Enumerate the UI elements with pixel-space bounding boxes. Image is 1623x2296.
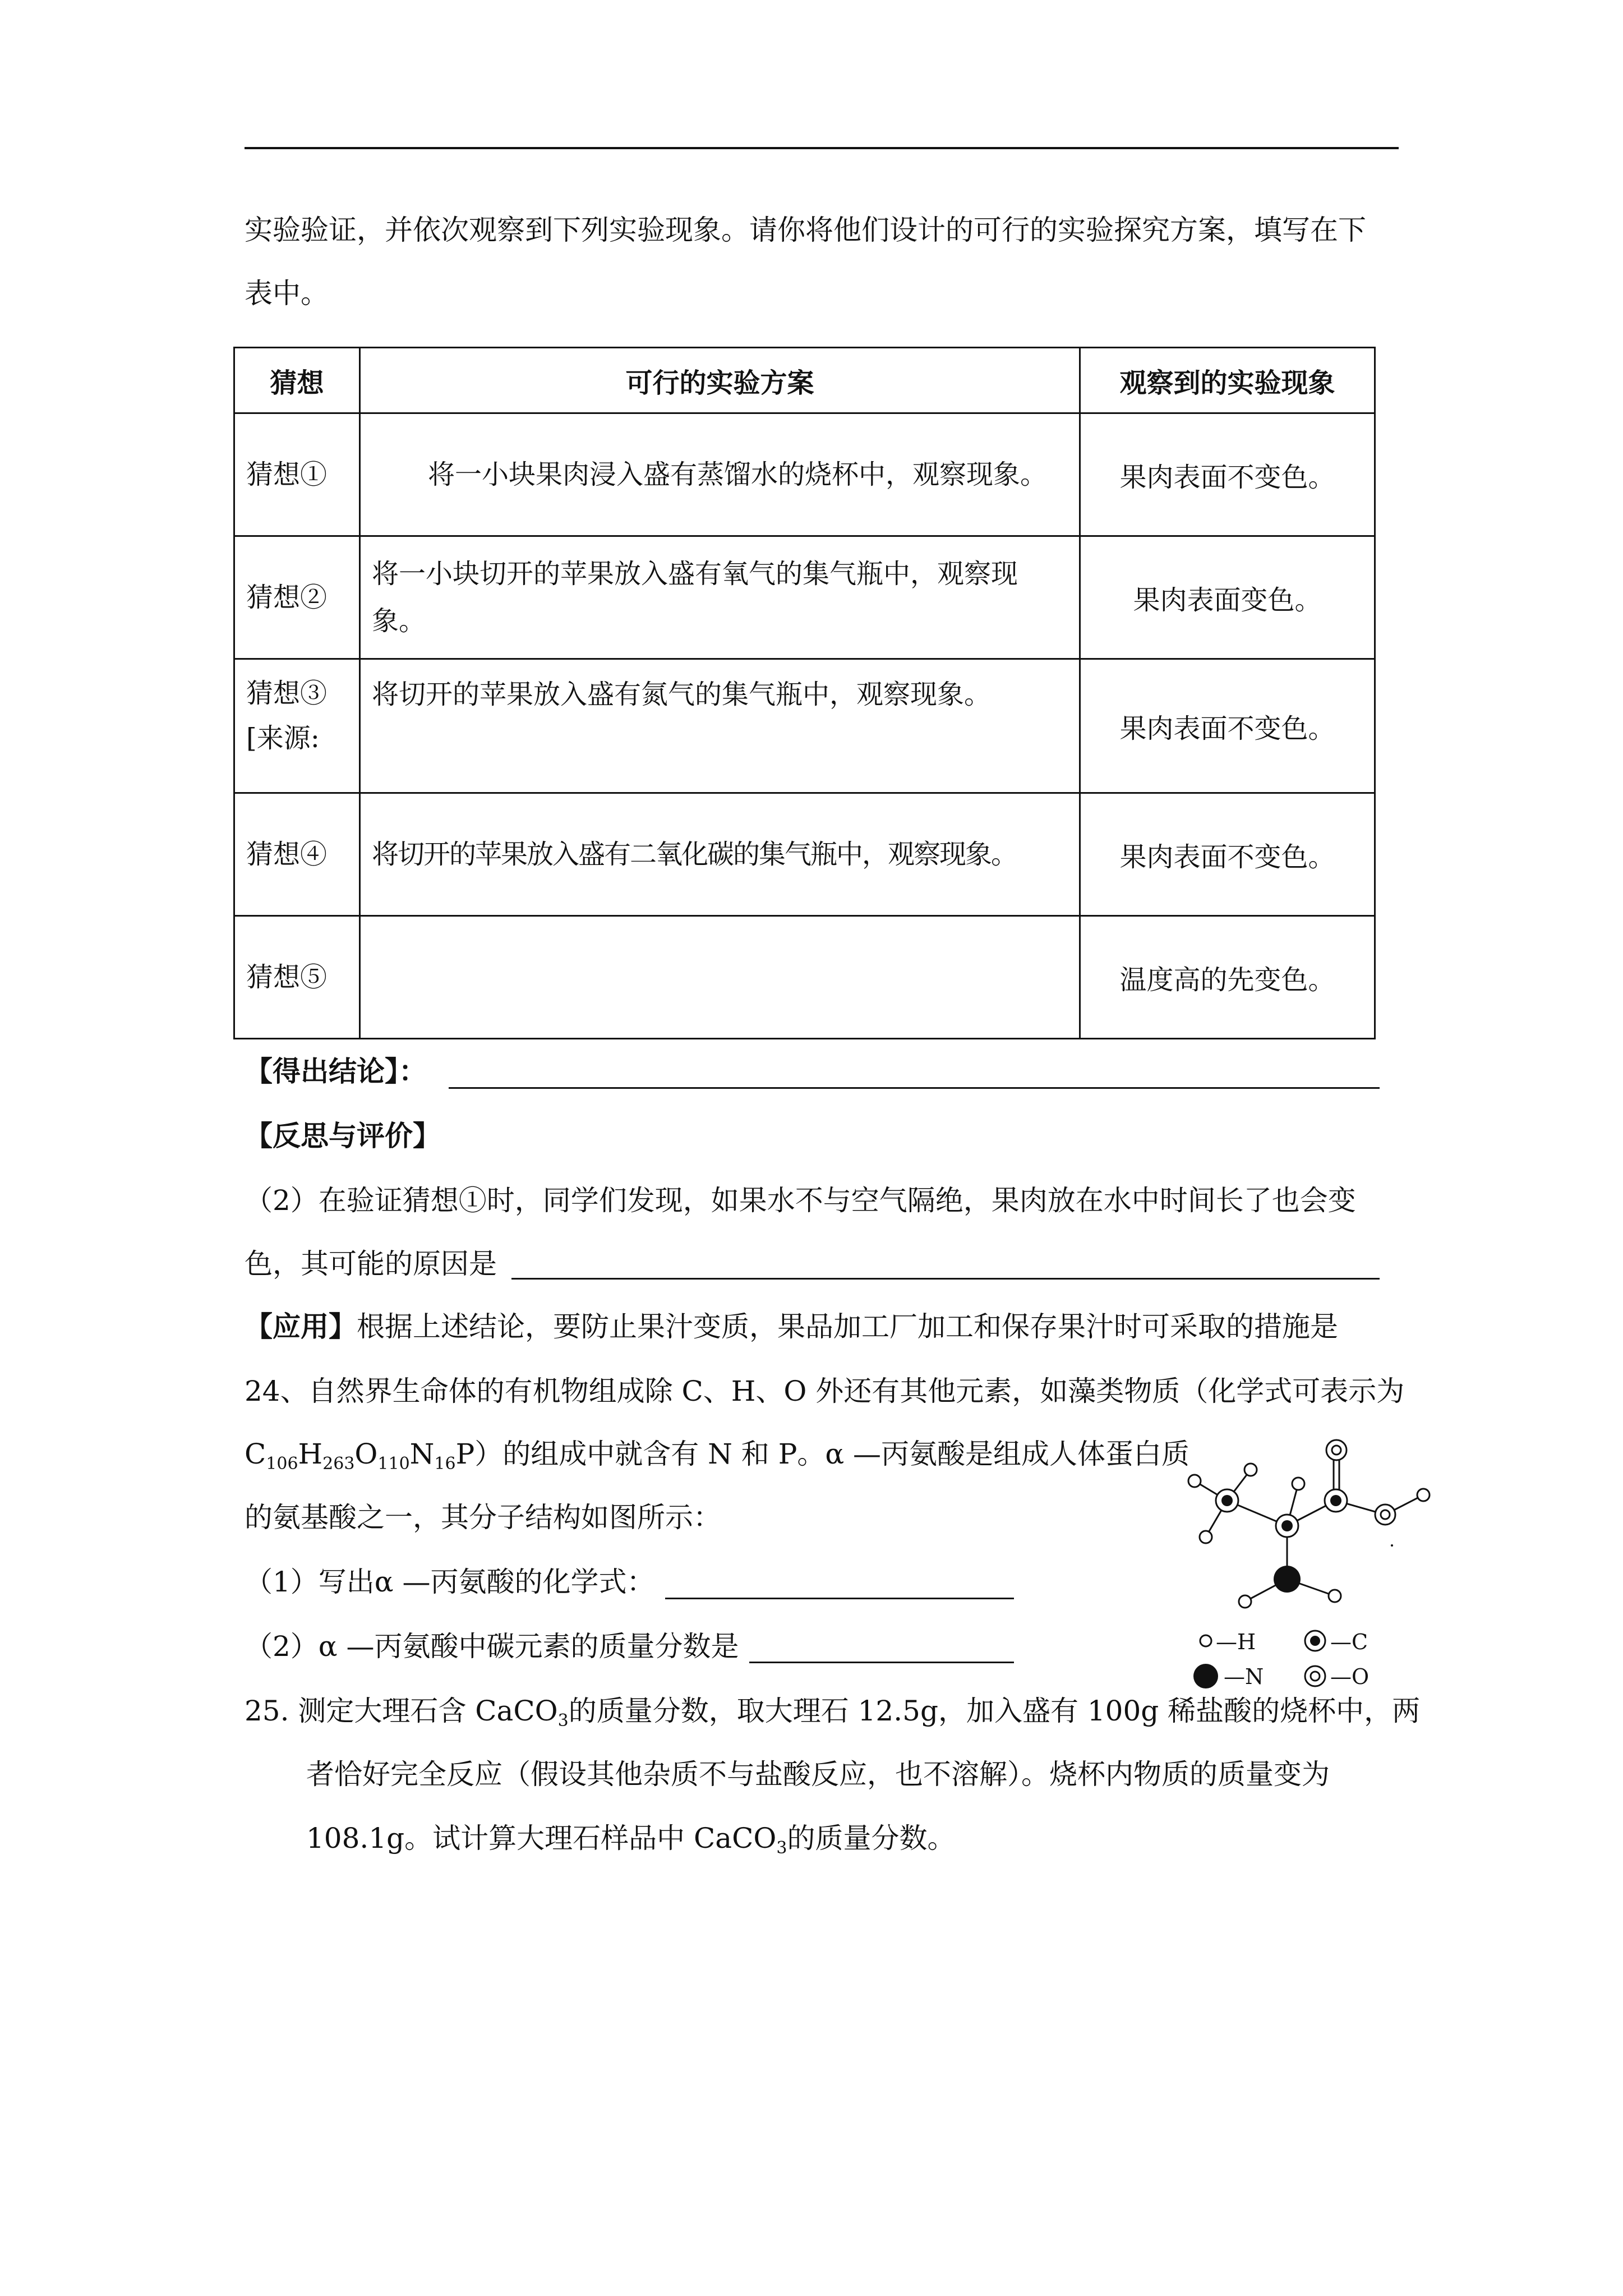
plan-cell: 将一小块切开的苹果放入盛有氧气的集气瓶中，观察现象。 <box>360 536 1080 659</box>
table-header-row <box>234 348 1375 413</box>
formula-h-sub: 263 <box>322 1454 355 1474</box>
plan-cell <box>360 413 1080 536</box>
formula-o-sub: 110 <box>377 1454 410 1474</box>
q2-line-2: 色，其可能的原因是 <box>245 1248 497 1280</box>
q25-line-3 <box>306 1824 955 1862</box>
result-cell: 果肉表面不变色。 <box>1080 659 1375 793</box>
q24-sub-1: （1）写出α —丙氨酸的化学式： <box>245 1566 655 1598</box>
guess-cell: 猜想② <box>234 536 360 659</box>
q24-line-3: 的氨基酸之一，其分子结构如图所示： <box>245 1501 721 1534</box>
legend-c: —C <box>1330 1630 1368 1654</box>
header-plan: 可行的实验方案 <box>360 348 1080 413</box>
experiment-table <box>233 347 1376 1039</box>
legend-o: —O <box>1330 1664 1370 1689</box>
formula-c-sub: 106 <box>266 1454 298 1474</box>
diagram-legend <box>1193 1630 1369 1689</box>
plan-cell-empty <box>360 916 1080 1039</box>
legend-n: —N <box>1224 1664 1264 1689</box>
q25-line-2: 者恰好完全反应（假设其他杂质不与盐酸反应，也不溶解）。烧杯内物质的质量变为 <box>306 1758 1330 1791</box>
alanine-structure-diagram <box>1161 1425 1475 1694</box>
q24-line-2-rest: ）的组成中就含有 N 和 P。α —丙氨酸是组成人体蛋白质 <box>474 1438 1189 1470</box>
application-label: 【应用】 <box>245 1310 357 1343</box>
formula-p: P <box>455 1438 475 1470</box>
guess-cell: 猜想① <box>234 413 360 536</box>
application-line <box>245 1310 1338 1343</box>
result-cell: 果肉表面不变色。 <box>1080 413 1375 536</box>
application-text: 根据上述结论，要防止果汁变质，果品加工厂加工和保存果汁时可采取的措施是 <box>357 1310 1338 1343</box>
header-result: 观察到的实验现象 <box>1080 348 1375 413</box>
formula-n-sub: 16 <box>434 1454 456 1474</box>
conclusion-label: 【得出结论】： <box>245 1055 427 1088</box>
result-cell: 温度高的先变色。 <box>1080 916 1375 1039</box>
header-rule <box>245 147 1399 149</box>
q25-line-3-b: 的质量分数。 <box>787 1822 956 1855</box>
table-row <box>234 413 1375 536</box>
q24-sub-1-blank <box>665 1598 1014 1599</box>
reflection-label: 【反思与评价】 <box>245 1119 441 1152</box>
result-cell: 果肉表面不变色。 <box>1080 793 1375 916</box>
formula-h: H <box>298 1438 323 1470</box>
q25-sub-3b: 3 <box>776 1838 787 1858</box>
conclusion-blank <box>449 1087 1380 1089</box>
q2-blank <box>511 1278 1380 1280</box>
q25-line-1 <box>245 1697 1420 1735</box>
result-cell: 果肉表面变色。 <box>1080 536 1375 659</box>
formula-c: C <box>245 1438 266 1470</box>
plan-cell: 将切开的苹果放入盛有二氧化碳的集气瓶中，观察现象。 <box>360 793 1080 916</box>
table-row <box>234 659 1375 793</box>
guess-cell: 猜想⑤ <box>234 916 360 1039</box>
table-row <box>234 536 1375 659</box>
legend-h: —H <box>1216 1630 1256 1654</box>
header-guess: 猜想 <box>234 348 360 413</box>
q25-line-3-a: 108.1g。试计算大理石样品中 CaCO <box>306 1822 777 1855</box>
intro-line-1: 实验验证，并依次观察到下列实验现象。请你将他们设计的可行的实验探究方案，填写在下 <box>245 214 1366 246</box>
intro-line-2: 表中。 <box>245 277 329 310</box>
guess-cell: 猜想④ <box>234 793 360 916</box>
q25-sub-3: 3 <box>557 1711 569 1731</box>
formula-n: N <box>409 1438 435 1470</box>
q24-line-2 <box>245 1440 1189 1478</box>
table-row <box>234 793 1375 916</box>
q24-line-1: 24、自然界生命体的有机物组成除 C、H、O 外还有其他元素，如藻类物质（化学式可表示为 <box>245 1375 1405 1407</box>
q24-sub-2-blank <box>749 1662 1014 1663</box>
q24-sub-2: （2）α —丙氨酸中碳元素的质量分数是 <box>245 1630 739 1663</box>
q2-line-1: （2）在验证猜想①时，同学们发现，如果水不与空气隔绝，果肉放在水中时间长了也会变 <box>245 1184 1356 1217</box>
table-row <box>234 916 1375 1039</box>
formula-o: O <box>354 1438 378 1470</box>
guess-cell: 猜想③ [来源: <box>234 659 360 793</box>
q25-line-1-a: 25. 测定大理石含 CaCO <box>245 1695 558 1727</box>
plan-text: 将一小块果肉浸入盛有蒸馏水的烧杯中，观察现象。 <box>428 459 1048 490</box>
plan-cell: 将切开的苹果放入盛有氮气的集气瓶中，观察现象。 <box>360 659 1080 793</box>
q25-line-1-b: 的质量分数，取大理石 12.5g，加入盛有 100g 稀盐酸的烧杯中，两 <box>568 1695 1421 1727</box>
